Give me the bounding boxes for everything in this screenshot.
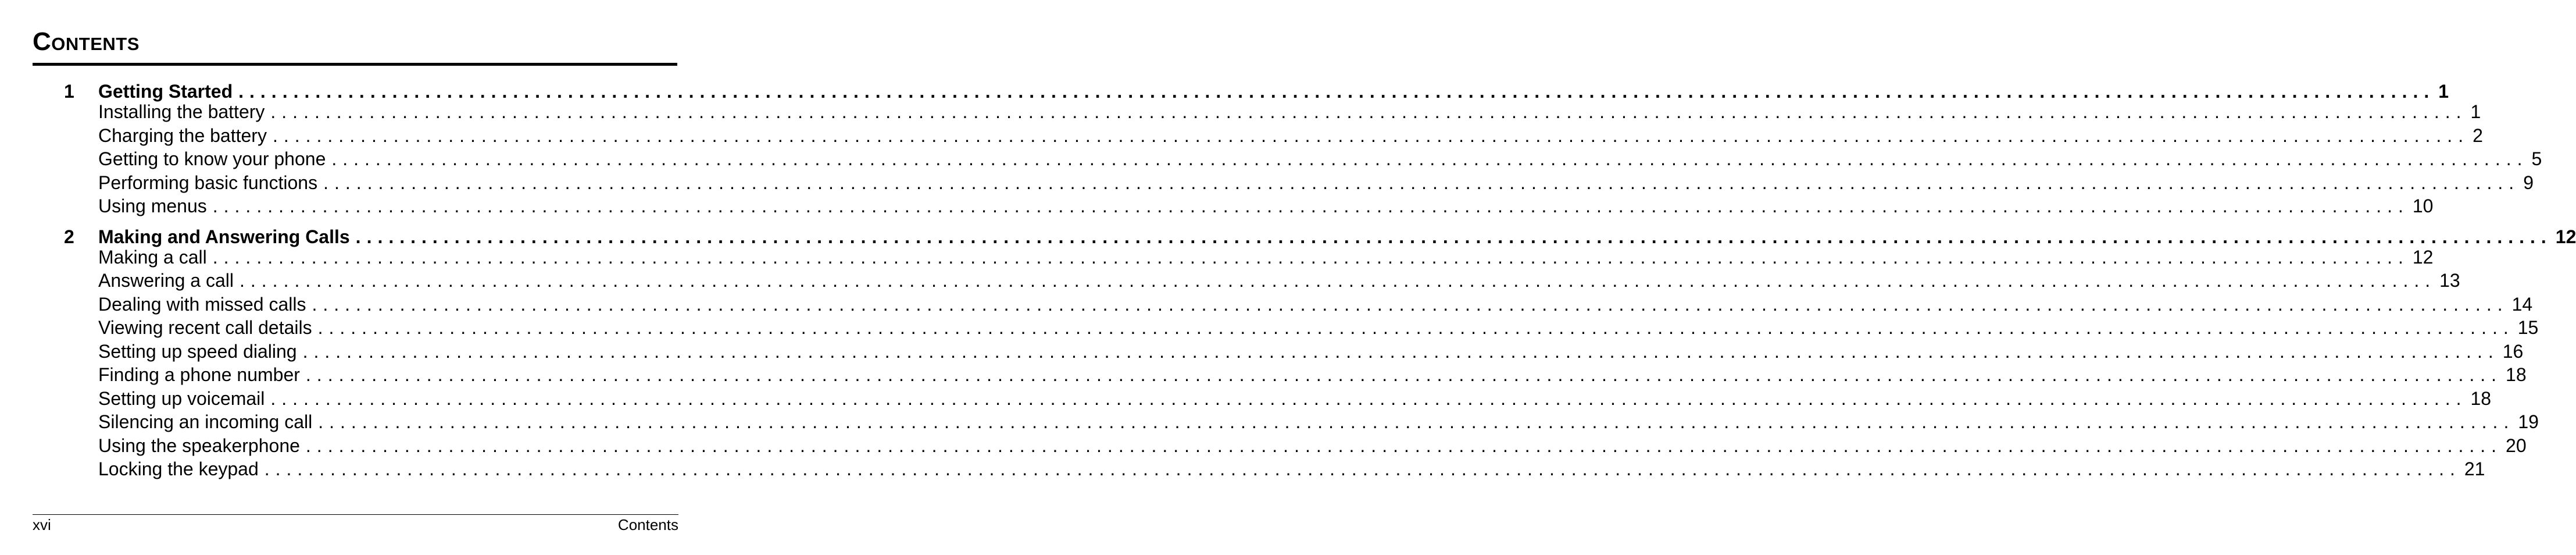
entry-page-number: 12 bbox=[2412, 246, 2434, 268]
dot-leader: ........................................................................................................................................................................................................ bbox=[272, 124, 2470, 146]
toc-entry[interactable] bbox=[64, 457, 2485, 481]
toc-entry[interactable] bbox=[64, 387, 2492, 411]
toc-entry[interactable] bbox=[64, 269, 2460, 293]
toc-entry[interactable] bbox=[64, 124, 2483, 148]
dot-leader: ........................................................................................................................................................................................................ bbox=[212, 246, 2409, 268]
entry-title: Dealing with missed calls bbox=[98, 293, 306, 315]
toc-entry[interactable] bbox=[64, 316, 2539, 340]
dot-leader: ........................................................................................................................................................................................................ bbox=[323, 172, 2520, 193]
dot-leader: ........................................................................................................................................................................................................ bbox=[305, 364, 2503, 385]
chapter-page-number: 12 bbox=[2555, 226, 2576, 247]
table-of-contents bbox=[64, 80, 2576, 488]
entry-title: Locking the keypad bbox=[98, 458, 259, 479]
chapter-1 bbox=[64, 80, 2542, 218]
entry-page-number: 21 bbox=[2464, 458, 2485, 479]
toc-entry[interactable] bbox=[64, 410, 2539, 434]
dot-leader: ........................................................................................................................................................................................................ bbox=[270, 101, 2467, 122]
entry-title: Answering a call bbox=[98, 270, 234, 291]
entry-title: Using menus bbox=[98, 195, 207, 216]
chapter-page-number: 1 bbox=[2438, 81, 2449, 102]
heading-divider bbox=[33, 63, 677, 66]
chapter-title: Getting Started bbox=[98, 81, 233, 102]
entry-page-number: 13 bbox=[2439, 270, 2460, 291]
toc-entry[interactable] bbox=[64, 194, 2434, 218]
entry-title: Performing basic functions bbox=[98, 172, 318, 193]
toc-entry[interactable] bbox=[64, 246, 2434, 269]
toc-entry[interactable] bbox=[64, 147, 2542, 171]
dot-leader: ........................................................................................................................................................................................................ bbox=[240, 270, 2436, 291]
entry-title: Setting up voicemail bbox=[98, 387, 265, 409]
entry-title: Silencing an incoming call bbox=[98, 411, 313, 432]
toc-entry[interactable] bbox=[64, 340, 2524, 364]
toc-entry[interactable] bbox=[64, 363, 2527, 387]
footer-section-title: Contents bbox=[617, 516, 678, 533]
toc-entry[interactable] bbox=[64, 434, 2527, 458]
entry-title: Installing the battery bbox=[98, 101, 265, 122]
entry-page-number: 2 bbox=[2473, 124, 2483, 146]
entry-page-number: 10 bbox=[2412, 195, 2434, 216]
entry-page-number: 5 bbox=[2531, 148, 2542, 169]
dot-leader: ........................................................................................................................................................................................................ bbox=[270, 387, 2467, 409]
dot-leader: ........................................................................................................................................................................................................ bbox=[305, 435, 2503, 456]
toc-entry[interactable] bbox=[64, 171, 2534, 195]
toc-entry[interactable] bbox=[64, 100, 2481, 124]
chapter-heading-row[interactable] bbox=[64, 80, 2449, 103]
entry-page-number: 15 bbox=[2517, 317, 2539, 338]
chapter-number: 2 bbox=[64, 226, 74, 247]
entry-title: Viewing recent call details bbox=[98, 317, 312, 338]
entry-title: Charging the battery bbox=[98, 124, 267, 146]
dot-leader: ........................................................................................................................................................................................................ bbox=[312, 293, 2509, 315]
chapter-heading-row[interactable] bbox=[64, 225, 2576, 248]
dot-leader: ........................................................................................................................................................................................................ bbox=[318, 411, 2515, 432]
entry-page-number: 9 bbox=[2523, 172, 2534, 193]
entry-page-number: 1 bbox=[2470, 101, 2481, 122]
entry-page-number: 20 bbox=[2506, 435, 2527, 456]
toc-entry[interactable] bbox=[64, 293, 2533, 316]
dot-leader: ........................................................................................................................................................................................................ bbox=[317, 317, 2514, 338]
chapter-title: Making and Answering Calls bbox=[98, 226, 350, 247]
entry-title: Using the speakerphone bbox=[98, 435, 300, 456]
dot-leader: ........................................................................................................................................................................................................ bbox=[355, 226, 2552, 247]
entry-title: Getting to know your phone bbox=[98, 148, 326, 169]
dot-leader: ........................................................................................................................................................................................................ bbox=[302, 340, 2499, 362]
dot-leader: ........................................................................................................................................................................................................ bbox=[331, 148, 2528, 169]
entry-title: Finding a phone number bbox=[98, 364, 300, 385]
footer-divider bbox=[33, 514, 678, 515]
dot-leader: ........................................................................................................................................................................................................ bbox=[212, 195, 2409, 216]
entry-page-number: 16 bbox=[2502, 340, 2524, 362]
dot-leader: ........................................................................................................................................................................................................ bbox=[238, 81, 2435, 102]
entry-page-number: 18 bbox=[2470, 387, 2492, 409]
entry-page-number: 19 bbox=[2518, 411, 2539, 432]
chapter-2 bbox=[64, 225, 2576, 481]
chapter-number: 1 bbox=[64, 81, 74, 102]
entry-title: Setting up speed dialing bbox=[98, 340, 297, 362]
footer-page-number: xvi bbox=[33, 516, 51, 533]
entry-title: Making a call bbox=[98, 246, 207, 268]
entry-page-number: 18 bbox=[2506, 364, 2527, 385]
page-title: Contents bbox=[33, 27, 140, 56]
chapter-entries bbox=[64, 100, 2542, 218]
dot-leader: ........................................................................................................................................................................................................ bbox=[264, 458, 2461, 479]
entry-page-number: 14 bbox=[2511, 293, 2533, 315]
chapter-entries bbox=[64, 246, 2539, 481]
